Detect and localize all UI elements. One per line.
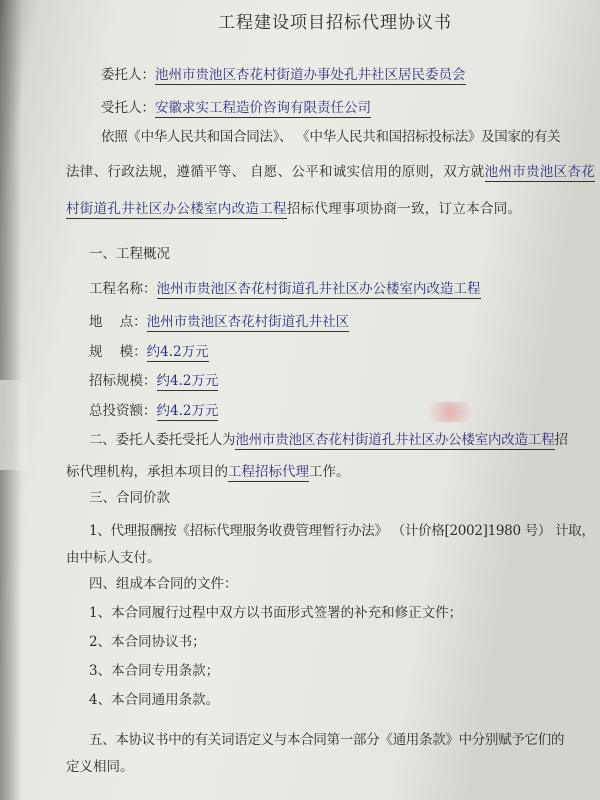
- bid-scale-row: [89, 372, 218, 390]
- intro-project-part2: 村街道孔井社区办公楼室内改造工程: [66, 201, 287, 217]
- section-2-line-2b: 工程招标代理: [228, 464, 309, 480]
- section-2-line-1: [89, 431, 568, 449]
- document-title: 工程建设项目招标代理协议书: [218, 13, 452, 33]
- intro-line-3: [66, 200, 521, 218]
- location-value: 池州市贵池区杏花村街道孔井社区: [146, 314, 350, 330]
- section-5-line-2: 定义相同。: [66, 759, 134, 775]
- scale-label: 规 模：: [89, 344, 147, 360]
- location-row: [89, 313, 349, 331]
- bid-scale-value: 约4.2万元: [156, 373, 219, 389]
- intro-line-1: 依照《中华人民共和国合同法》、 《中华人民共和国招标投标法》及国家的有关: [101, 129, 561, 145]
- investment-label: 总投资额：: [89, 403, 157, 419]
- principal-value: 池州市贵池区杏花村街道办事处孔井社区居民委员会: [155, 67, 466, 83]
- project-name-row: [89, 280, 481, 298]
- location-label: 地 点：: [89, 314, 147, 330]
- project-name-value: 池州市贵池区杏花村街道孔井社区办公楼室内改造工程: [156, 281, 481, 297]
- section-4-heading: 四、组成本合同的文件：: [89, 576, 238, 592]
- investment-row: [89, 402, 218, 420]
- section-2-pre: 二、委托人委托受托人为: [89, 432, 236, 448]
- agent-value: 安徽求实工程造价咨询有限责任公司: [155, 100, 371, 116]
- section-2-line-2: [66, 463, 350, 481]
- intro-project-part1: 池州市贵池区杏花: [484, 164, 595, 180]
- principal-row: [101, 66, 466, 84]
- section-5-line-1: 五、本协议书中的有关词语定义与本合同第一部分《通用条款》中分别赋予它们的: [89, 732, 565, 748]
- section-2-line-2c: 工作。: [309, 464, 350, 480]
- section-4-item-3: 3、本合同专用条款；: [89, 663, 220, 679]
- section-3-line-1: 1、代理报酬按《招标代理服务收费管理暂行办法》 （计价格[2002]1980 号） 计取，: [89, 523, 595, 539]
- bid-scale-label: 招标规模：: [89, 373, 157, 389]
- section-2-line-2a: 标代理机构，承担本项目的: [66, 464, 228, 480]
- section-3-heading: 三、合同价款: [89, 490, 170, 506]
- intro-line-2: [66, 163, 595, 181]
- section-4-item-4: 4、本合同通用条款。: [89, 692, 220, 708]
- intro-line-3-text: 招标代理事项协商一致，订立本合同。: [286, 201, 522, 217]
- investment-value: 约4.2万元: [156, 403, 219, 419]
- stamp-mark: [420, 402, 480, 422]
- agent-row: [101, 99, 371, 117]
- scale-value: 约4.2万元: [146, 344, 209, 360]
- section-3-line-2: 由中标人支付。: [66, 550, 161, 566]
- scale-row: [89, 343, 209, 361]
- intro-line-2-text: 法律、行政法规，遵循平等、 自愿、公平和诚实信用的原则，双方就: [66, 164, 485, 180]
- section-2-tail: 招: [554, 432, 568, 448]
- section-4-item-2: 2、本合同协议书；: [89, 634, 206, 650]
- section-2-project: 池州市贵池区杏花村街道孔井社区办公楼室内改造工程: [235, 432, 555, 448]
- project-name-label: 工程名称：: [89, 281, 157, 297]
- section-1-heading: 一、工程概况: [89, 246, 170, 262]
- section-4-item-1: 1、本合同履行过程中双方以书面形式签署的补充和修正文件；: [89, 605, 463, 621]
- principal-label: 委托人：: [101, 67, 155, 83]
- page-glare: [0, 380, 30, 470]
- agent-label: 受托人：: [101, 100, 155, 116]
